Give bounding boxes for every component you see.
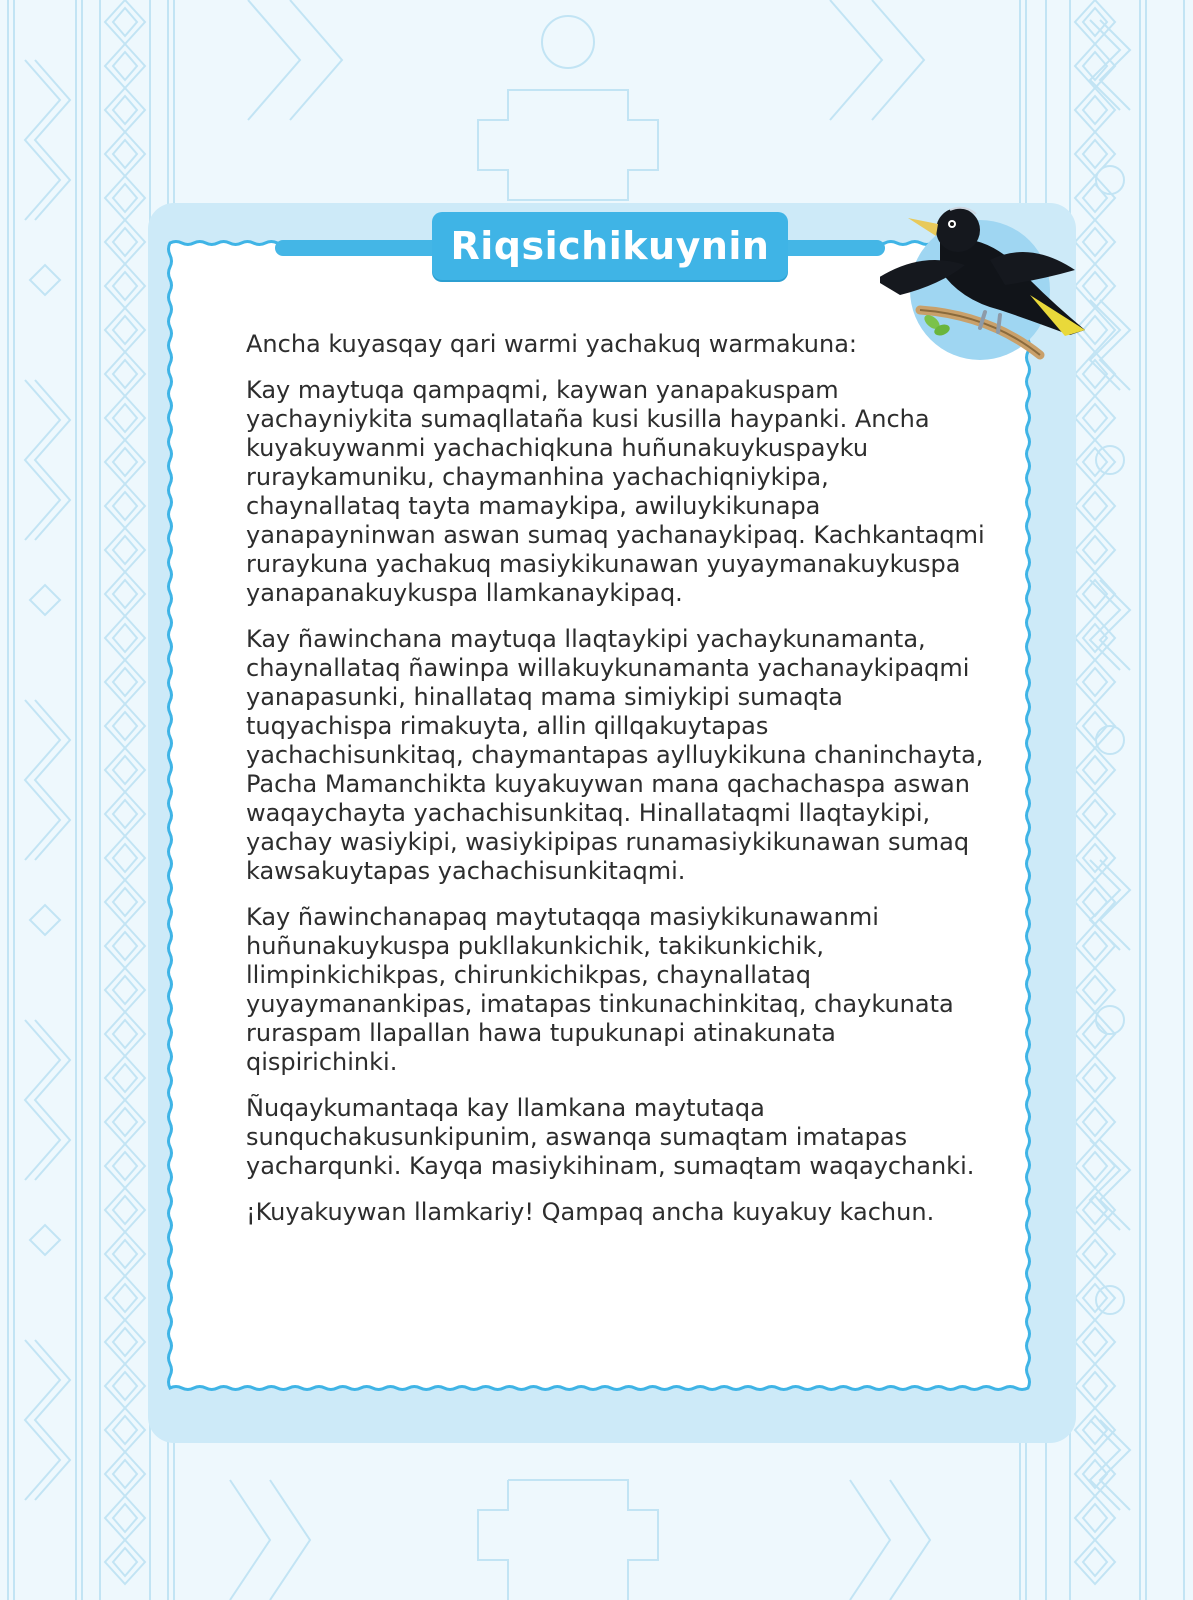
greeting-paragraph: Ancha kuyasqay qari warmi yachakuq warmakuna: [246,330,857,358]
body-paragraph: Kay ñawinchanapaq maytutaqqa masiykikunawanmi huñunakuykuspa pukllakunkichik, takikunkichik, llimpinkichikpas, chirunkichikpas, chaynallataq yuyaymanankipas, imatapas tinkunachinkitaq, chaykunata ruraspam llapallan hawa tupukunapi atinakunata qispirichinki. [246,903,954,1076]
body-paragraph: Kay ñawinchana maytuqa llaqtaykipi yachaykunamanta, chaynallataq ñawinpa willakuykunamanta yachanaykipaqmi yanapasunki, hinallataq mama simiykipi sumaqta tuqyachispa rimakuyta, allin qillqakuytapas yachachisunkitaq, chaymantapas aylluykikuna chaninchayta, Pacha Mamanchikta kuyakuywan mana qachachaspa aswan waqaychayta yachachisunkitaq. Hinallataqmi llaqtaykipi, yachay wasiykipi, wasiykipipas runamasiykikunawan sumaq kawsakuytapas yachachisunkitaqmi. [246,625,984,885]
letter-body [246,330,986,1244]
closing-paragraph: ¡Kuyakuywan llamkariy! Qampaq ancha kuyakuy kachun. [246,1198,935,1226]
body-paragraph: Kay maytuqa qampaqmi, kaywan yanapakuspam yachayniykita sumaqllataña kusi kusilla haypanki. Ancha kuyakuywanmi yachachiqkuna huñunakuykuspayku ruraykamuniku, chaymanhina yachachiqniykipa, chaynallataq tayta mamaykipa, awiluykikunapa yanapayninwan aswan sumaq yachanaykipaq. Kachkantaqmi ruraykuna yachakuq masiykikunawan yuyaymanakuykuspa yanapanakuykuspa llamkanaykipaq. [246,376,985,607]
page-title: Riqsichikuynin [450,224,770,268]
title-banner [432,212,788,280]
body-paragraph: Ñuqaykumantaqa kay llamkana maytutaqa sunquchakusunkipunim, aswanqa sumaqtam imatapas yacharqunki. Kayqa masiykihinam, sumaqtam waqaychanki. [246,1094,975,1180]
